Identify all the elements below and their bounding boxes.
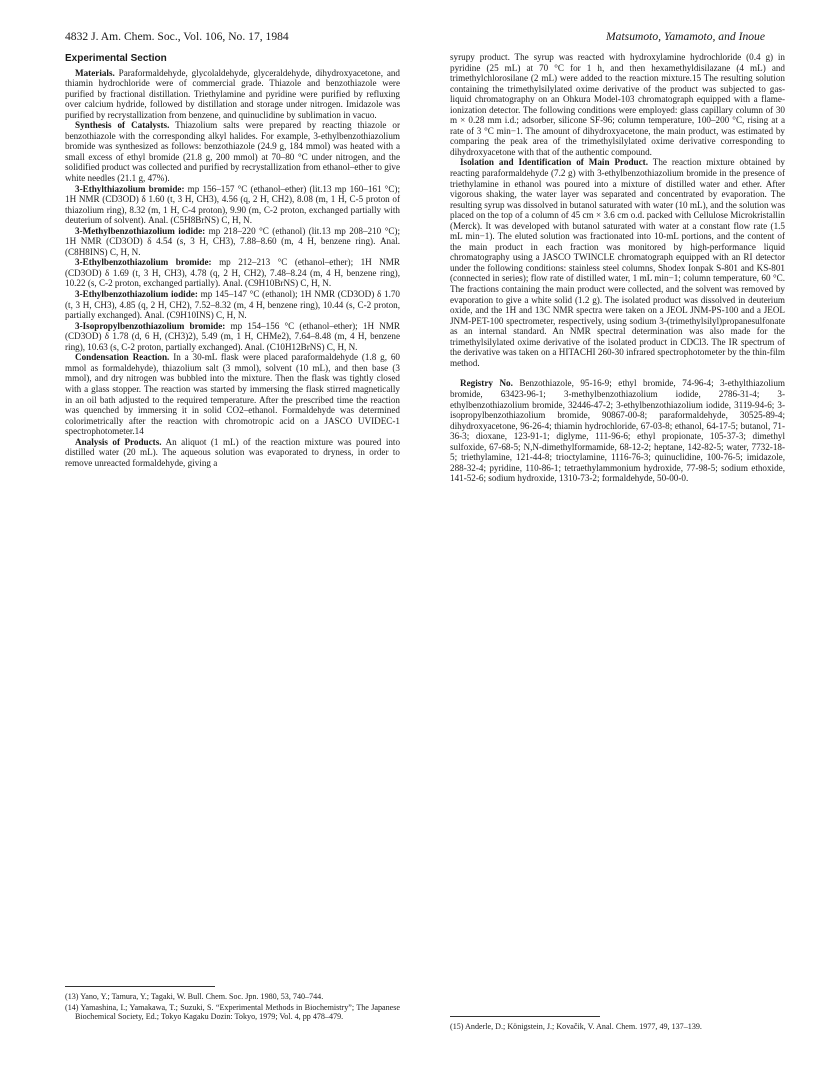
paragraph-text: Paraformaldehyde, glycolaldehyde, glyceraldehyde, dihydroxyacetone, and thiamin hydrochloride were of commercial grade. Thiazole and benzothiazole were purified by fractional distillation. Triethylamine and pyridine were purified by refluxing over calcium hydride, followed by distillation and storage under nitrogen. Imidazole was purified by recrystallization from benzene, and quinuclidine by sublimation in vacuo. [65, 67, 400, 120]
left-footnotes [65, 992, 400, 1023]
paragraph [65, 352, 400, 436]
paragraph-text: mp 156–157 °C (ethanol–ether) (lit.13 mp 160–161 °C); 1H NMR (CD3OD) δ 1.60 (t, 3 H, CH3), 4.56 (q, 2 H, CH2), 8.08 (m, 1 H, C-5 proton of thiazolium ring), 8.32 (m, 1 H, C-4 proton), 9.90 (m, C-2 proton, exchanged partially with deuterium of solvent). Anal. (C5H8BrNS) C, H, N. [65, 183, 400, 226]
footnote-rule-left [65, 986, 215, 987]
paragraph-lead: 3-Ethylthiazolium bromide: [75, 183, 185, 194]
paragraph [65, 321, 400, 353]
left-column [65, 52, 400, 468]
paragraph-text: syrupy product. The syrup was reacted with hydroxylamine hydrochloride (0.4 g) in pyridine (25 mL) at 70 °C for 1 h, and then hexamethyldisilazane (4 mL) and trimethylchlorosilane (2 mL) were added to the reaction mixture.15 The resulting solution containing the trimethylsilylated oxime derivative of the product was subjected to gas-liquid chromatography on an Ohkura Model-103 chromatograph equipped with a flame-ionization detector. The following conditions were employed: glass capillary column of 30 m × 0.28 mm i.d.; adsorber, silicone SF-96; column temperature, 100–200 °C, rising at a rate of 3 °C min−1. The amount of dihydroxyacetone, the main product, was estimated by comparing the peak area of the trimethylsilylated oxime derivative corresponding to dihydroxyacetone with that of the authentic compound. [450, 52, 785, 157]
paragraph-text: The reaction mixture obtained by reacting paraformaldehyde (7.2 g) with 3-ethylbenzothiazolium bromide in the presence of triethylamine in ethanol was poured into a mixture of distilled water and ether. After vigorous shaking, the water layer was separated and concentrated by evaporation. The resulting syrup was dissolved in butanol saturated with water (10 mL), and the solution was placed on the top of a column of 45 cm × 3.6 cm o.d. packed with Cellulose Microkristallin (Merck). It was developed with butanol saturated with water at a constant flow rate (1.5 mL min−1). The eluted solution was fractionated into 10-mL portions, and the content of the main product in each fraction was monitored by high-performance liquid chromatography using a JASCO TWINCLE chromatograph equipped with an RI detector under the following conditions: stainless steel columns, Shodex Ionpak S-801 and KS-801 (connected in series); flow rate of distilled water, 1 mL min−1; column temperature, 60 °C. The fractions containing the main product were collected, and the solvent was removed by evaporation to give a white solid (1.2 g). The isolated product was dissolved in deuterium oxide, and the 1H and 13C NMR spectra were taken on a JEOL JNM-PS-100 and a JEOL JNM-PET-100 spectrometer, respectively, using sodium 3-(trimethylsilyl)propanesulfonate as an internal standard. An NMR spectral determination was also made for the trimethylsilylated oxime derivative of the isolated product in CDCl3. The IR spectrum of the derivative was taken on a HITACHI 260-30 infrared spectrophotometer by the thin-film method. [450, 157, 785, 368]
footnote-rule-right [450, 1016, 600, 1017]
paragraph-lead: Analysis of Products. [75, 436, 162, 447]
running-header [65, 30, 765, 46]
left-paragraphs [65, 68, 400, 469]
footnote: (13) Yano, Y.; Tamura, Y.; Tagaki, W. Bull. Chem. Soc. Jpn. 1980, 53, 740–744. [65, 992, 324, 1001]
paragraph-lead: 3-Methylbenzothiazolium iodide: [75, 225, 206, 236]
paragraph [65, 437, 400, 469]
footnote: (14) Yamashina, I.; Yamakawa, T.; Suzuki, S. “Experimental Methods in Biochemistry”; The Japanese Biochemical Society, Ed.; Tokyo Kagaku Dozin: Tokyo, 1979; Vol. 4, pp 478–479. [65, 1002, 400, 1022]
paragraph-text: Benzothiazole, 95-16-9; ethyl bromide, 74-96-4; 3-ethylthiazolium bromide, 63423-96-1; 3-methylbenzothiazolium iodide, 2786-31-4; 3-ethylbenzothiazolium bromide, 32446-47-2; 3-ethylbenzothiazolium iodide, 3119-94-6; 3-isopropylbenzothiazolium bromide, 90867-00-8; paraformaldehyde, 30525-89-4; dihydroxyacetone, 96-26-4; thiamin hydrochloride, 67-03-8; ethanol, 64-17-5; butanol, 71-36-3; dioxane, 123-91-1; diglyme, 111-96-6; ethyl propionate, 105-37-3; dimethyl sulfoxide, 67-68-5; N,N-dimethylformamide, 68-12-2; heptane, 142-82-5; water, 7732-18-5; triethylamine, 121-44-8; trioctylamine, 1116-76-3; quinuclidine, 100-76-5; imidazole, 288-32-4; pyridine, 110-86-1; tetraethylammonium hydroxide, 77-98-5; sodium ethoxide, 141-52-6; sodium hydroxide, 1310-73-2; formaldehyde, 50-00-0. [450, 378, 785, 484]
paragraph-text: mp 218–220 °C (ethanol) (lit.13 mp 208–210 °C); 1H NMR (CD3OD) δ 4.54 (s, 3 H, CH3), 7.88–8.60 (m, 4 H, benzene ring). Anal. (C8H8INS) C, H, N. [65, 225, 400, 257]
right-column [450, 52, 785, 484]
paragraph [450, 157, 785, 368]
section-title: Experimental Section [65, 53, 167, 64]
paragraph [450, 378, 785, 483]
paragraph-lead: Condensation Reaction. [75, 352, 170, 363]
footnote: (15) Anderle, D.; Königstein, J.; Kovačik, V. Anal. Chem. 1977, 49, 137–139. [450, 1022, 702, 1031]
paragraph [65, 257, 400, 289]
paragraph [450, 52, 785, 157]
paragraph [65, 289, 400, 321]
paragraph [65, 184, 400, 226]
authors-running-head: Matsumoto, Yamamoto, and Inoue [606, 30, 765, 43]
paragraph-lead: 3-Isopropylbenzothiazolium bromide: [75, 320, 226, 331]
paragraph-text: mp 154–156 °C (ethanol–ether); 1H NMR (CD3OD) δ 1.78 (d, 6 H, (CH3)2), 5.49 (m, 1 H, CHMe2), 7.64–8.48 (m, 4 H, benzene ring), 10.63 (s, C-2 proton, partially exchanged). Anal. (C10H12BrNS) C, H, N. [65, 320, 401, 352]
paragraph [65, 120, 400, 183]
paragraph-text: An aliquot (1 mL) of the reaction mixture was poured into distilled water (20 mL). The aqueous solution was evaporated to dryness, in order to remove unreacted formaldehyde, giving a [65, 436, 401, 468]
paragraph-lead: Registry No. [460, 378, 513, 389]
paragraph [65, 68, 400, 121]
right-paragraphs [450, 52, 785, 484]
paragraph-lead: Synthesis of Catalysts. [75, 120, 170, 131]
paragraph-text: mp 145–147 °C (ethanol); 1H NMR (CD3OD) δ 1.70 (t, 3 H, CH3), 4.85 (q, 2 H, CH2), 7.52–8.32 (m, 4 H, benzene ring), 10.44 (s, C-2 proton, partially exchanged). Anal. (C9H10INS) C, H, N. [65, 289, 400, 321]
right-footnotes [450, 1022, 785, 1033]
journal-citation: 4832 J. Am. Chem. Soc., Vol. 106, No. 17, 1984 [65, 30, 289, 43]
paragraph-text: mp 212–213 °C (ethanol–ether); 1H NMR (CD3OD) δ 1.69 (t, 3 H, CH3), 4.78 (q, 2 H, CH2), 7.48–8.24 (m, 4 H, benzene ring), 10.22 (s, C-2 proton, exchanged partially). Anal. (C9H10BrNS) C, H, N. [65, 257, 401, 289]
paragraph-text: Thiazolium salts were prepared by reacting thiazole or benzothiazole with the corresponding alkyl halides. For example, 3-ethylbenzothiazolium bromide was synthesized as follows: benzothiazole (24.9 g, 184 mmol) was heated with a small excess of ethyl bromide (21.8 g, 200 mmol) at 70–80 °C under nitrogen, and the solidified product was collected and purified by recrystallization from ethanol–ether to give white needles (21.1 g, 47%). [65, 120, 400, 184]
paragraph-lead: 3-Ethylbenzothiazolium bromide: [75, 257, 212, 268]
paragraph-lead: Materials. [75, 67, 115, 78]
paragraph-lead: Isolation and Identification of Main Product. [460, 157, 648, 168]
paragraph [65, 226, 400, 258]
paragraph-lead: 3-Ethylbenzothiazolium iodide: [75, 289, 198, 300]
paragraph-text: In a 30-mL flask were placed paraformaldehyde (1.8 g, 60 mmol as formaldehyde), thiazolium salt (3 mmol), solvent (10 mL), and then base (3 mmol), and dry nitrogen was bubbled into the mixture. Then the flask was tightly closed with a glass stopper. The reaction was started by immersing the flask stirred magnetically in an oil bath adjusted to the required temperature. After the prescribed time the reaction was quenched by immersing it in solid CO2–ethanol. Formaldehyde was determined colorimetrically after the reaction with chromotropic acid on a JASCO UVIDEC-1 spectrophotometer.14 [65, 352, 400, 437]
